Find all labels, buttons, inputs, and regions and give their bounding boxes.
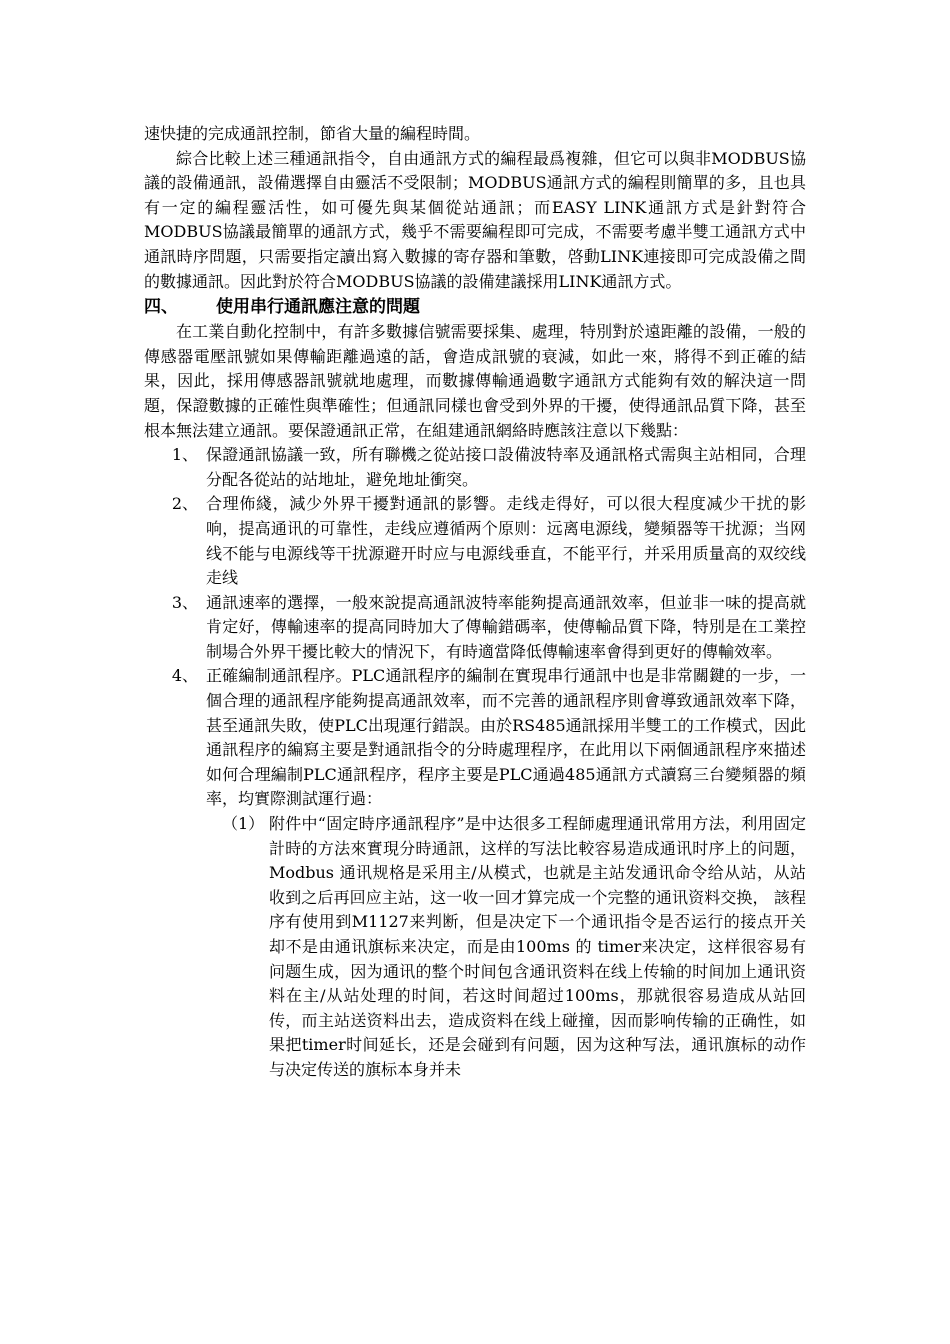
list-item-text: 合理佈綫，減少外界干擾對通訊的影響。走线走得好，可以很大程度减少干扰的影响，提高通讯的可靠性，走线应遵循两个原则：远离电源线，變頻器等干扰源；当网线不能与电源线等干扰源避开时应与电源线垂直，不能平行，并采用质量高的双绞线走线 <box>206 494 806 588</box>
sub-list <box>144 812 806 1083</box>
section-number: 四、 <box>144 297 178 318</box>
sub-list-item-number: （1） <box>222 814 265 834</box>
list-item <box>144 492 806 590</box>
list-item-text: 保證通訊協議一致，所有聯機之從站接口設備波特率及通訊格式需與主站相同，合理分配各從站的站地址，避免地址衝突。 <box>206 445 806 489</box>
document-page <box>144 122 806 1083</box>
paragraph-comparison: 綜合比較上述三種通訊指令，自由通訊方式的編程最爲複雜，但它可以與非MODBUS協議的設備通訊，設備選擇自由靈活不受限制；MODBUS通訊方式的編程則簡單的多，且也具有一定的編程靈活性，如可優先與某個從站通訊；而EASY LINK通訊方式是針對符合MODBUS協議最簡單的通訊方式，幾乎不需要編程即可完成，不需要考慮半雙工通訊方式中通訊時序問題，只需要指定讀出寫入數據的寄存器和筆數，啓動LINK連接即可完成設備之間的數據通訊。因此對於符合MODBUS協議的設備建議採用LINK通訊方式。 <box>144 148 806 291</box>
list-item <box>144 443 806 492</box>
sub-list-item <box>144 812 806 1083</box>
paragraph-intro: 在工業自動化控制中，有許多數據信號需要採集、處理，特別對於遠距離的設備，一般的傳感器電壓訊號如果傳輸距離過遠的話，會造成訊號的衰減，如此一來，將得不到正確的結果，因此，採用傳感器訊號就地處理，而數據傳輸通過數字通訊方式能夠有效的解決這一問題，保證數據的正確性與準確性；但通訊同樣也會受到外界的干擾，使得通訊品質下降，甚至根本無法建立通訊。要保證通訊正常，在組建通訊網絡時應該注意以下幾點： <box>144 322 806 440</box>
numbered-list <box>144 443 806 812</box>
paragraph-continuation: 速快捷的完成通訊控制，節省大量的編程時間。 <box>144 124 481 143</box>
list-item <box>144 591 806 665</box>
list-item-number: 1、 <box>171 445 198 465</box>
list-item-number: 2、 <box>171 494 198 514</box>
list-item-number: 4、 <box>171 666 198 686</box>
list-item-number: 3、 <box>171 592 198 612</box>
list-item-text: 正確編制通訊程序。PLC通訊程序的編制在實現串行通訊中也是非常關鍵的一步，一個合理的通訊程序能夠提高通訊效率，而不完善的通訊程序則會導致通訊效率下降，甚至通訊失敗，使PLC出現運行錯誤。由於RS485通訊採用半雙工的工作模式，因此通訊程序的編寫主要是對通訊指令的分時處理程序，在此用以下兩個通訊程序來描述如何合理編制PLC通訊程序，程序主要是PLC通過485通訊方式讀寫三台變頻器的頻率，均實際測試運行過： <box>206 666 806 809</box>
list-item-text: 通訊速率的選擇，一般來說提高通訊波特率能夠提高通訊效率，但並非一味的提高就肯定好，傳輸速率的提高同時加大了傳輸錯碼率，使傳輸品質下降，特別是在工業控制場合外界干擾比較大的情況下，有時適當降低傳輸速率會得到更好的傳輸效率。 <box>206 592 806 661</box>
section-title: 使用串行通訊應注意的問題 <box>216 297 420 318</box>
list-item <box>144 664 806 812</box>
sub-list-item-text: 附件中“固定時序通訊程序”是中达很多工程師處理通讯常用方法，利用固定計時的方法來實現分時通訊，这样的写法比較容易造成通讯时序上的问题，Modbus 通讯规格是采用主/从模式，也就是主站发通讯命令给从站，从站收到之后再回应主站，这一收一回才算完成一个完整的通讯资料交换， 該程序有使用到M1127来判断，但是决定下一个通讯指令是否运行的接点开关却不是由通讯旗标来决定，而是由100ms 的 timer来决定，这样很容易有问题生成，因为通讯的整个时间包含通讯资料在线上传输的时间加上通讯资料在主/从站处理的时间，若这时间超过100ms，那就很容易造成从站回传，而主站送资料出去，造成资料在线上碰撞，因而影响传输的正确性，如果把timer时间延长，还是会碰到有问题，因为这种写法，通讯旗标的动作与决定传送的旗标本身并未 <box>269 814 806 1079</box>
section-heading <box>144 294 806 320</box>
